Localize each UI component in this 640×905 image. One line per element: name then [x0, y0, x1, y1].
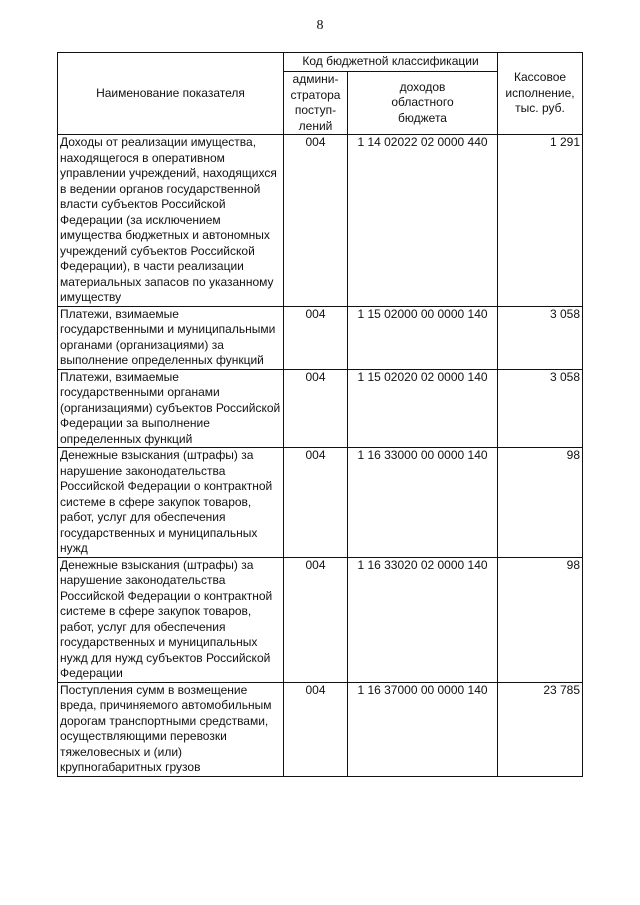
cash-execution-amount: 98 [498, 557, 583, 682]
income-code: 1 16 33020 02 0000 140 [348, 557, 498, 682]
header-admin-line: админи- [292, 72, 339, 86]
income-code: 1 16 33000 00 0000 140 [348, 448, 498, 558]
page-number: 8 [316, 18, 324, 33]
header-income-line: доходов [399, 79, 446, 94]
header-administrator-code [284, 72, 348, 135]
table-row [58, 306, 583, 369]
cash-execution-amount: 23 785 [498, 682, 583, 776]
administrator-code: 004 [284, 369, 348, 448]
table-row [58, 448, 583, 558]
cash-execution-amount: 3 058 [498, 306, 583, 369]
cash-execution-amount: 1 291 [498, 135, 583, 307]
header-indicator-name: Наименование показателя [58, 53, 284, 135]
administrator-code: 004 [284, 306, 348, 369]
header-amount-line: исполнение, [505, 85, 575, 100]
income-code: 1 14 02022 02 0000 440 [348, 135, 498, 307]
administrator-code: 004 [284, 135, 348, 307]
header-admin-line: лений [298, 118, 333, 133]
indicator-name: Денежные взыскания (штрафы) за нарушение законодательства Российской Федерации о контрактной системе в сфере закупок товаров, работ, услуг для обеспечения государственных и муниципальных нужд для нужд субъектов Российской Федерации [58, 557, 284, 682]
administrator-code: 004 [284, 682, 348, 776]
cash-execution-amount: 98 [498, 448, 583, 558]
header-cash-execution [498, 53, 583, 135]
cash-execution-amount: 3 058 [498, 369, 583, 448]
header-income-code [348, 72, 498, 135]
header-income-line: бюджета [398, 110, 447, 125]
header-admin-line: поступ- [294, 103, 337, 117]
table-row [58, 135, 583, 307]
income-code: 1 16 37000 00 0000 140 [348, 682, 498, 776]
table-row [58, 557, 583, 682]
indicator-name: Платежи, взимаемые государственными органами (организациями) субъектов Российской Федерации за выполнение определенных функций [58, 369, 284, 448]
header-amount-line: Кассовое [513, 70, 567, 85]
income-code: 1 15 02000 00 0000 140 [348, 306, 498, 369]
indicator-name: Платежи, взимаемые государственными и муниципальными органами (организациями) за выполнение определенных функций [58, 306, 284, 369]
header-amount-line: тыс. руб. [515, 101, 565, 116]
indicator-name: Поступления сумм в возмещение вреда, причиняемого автомобильным дорогам транспортными средствами, осуществляющими перевозки тяжеловесных и (или) крупногабаритных грузов [58, 682, 284, 776]
income-code: 1 15 02020 02 0000 140 [348, 369, 498, 448]
administrator-code: 004 [284, 448, 348, 558]
header-budget-classification: Код бюджетной классификации [284, 53, 498, 72]
table-row [58, 682, 583, 776]
administrator-code: 004 [284, 557, 348, 682]
budget-revenue-table [57, 52, 583, 777]
header-income-line: областного [391, 95, 454, 110]
table-row [58, 369, 583, 448]
header-admin-line: стратора [290, 87, 341, 102]
indicator-name: Доходы от реализации имущества, находящегося в оперативном управлении учреждений, находящихся в ведении органов государственной власти субъектов Российской Федерации (за исключением имущества бюджетных и автономных учреждений субъектов Российской Федерации), в части реализации материальных запасов по указанному имуществу [58, 135, 284, 307]
indicator-name: Денежные взыскания (штрафы) за нарушение законодательства Российской Федерации о контрактной системе в сфере закупок товаров, работ, услуг для обеспечения государственных и муниципальных нужд [58, 448, 284, 558]
